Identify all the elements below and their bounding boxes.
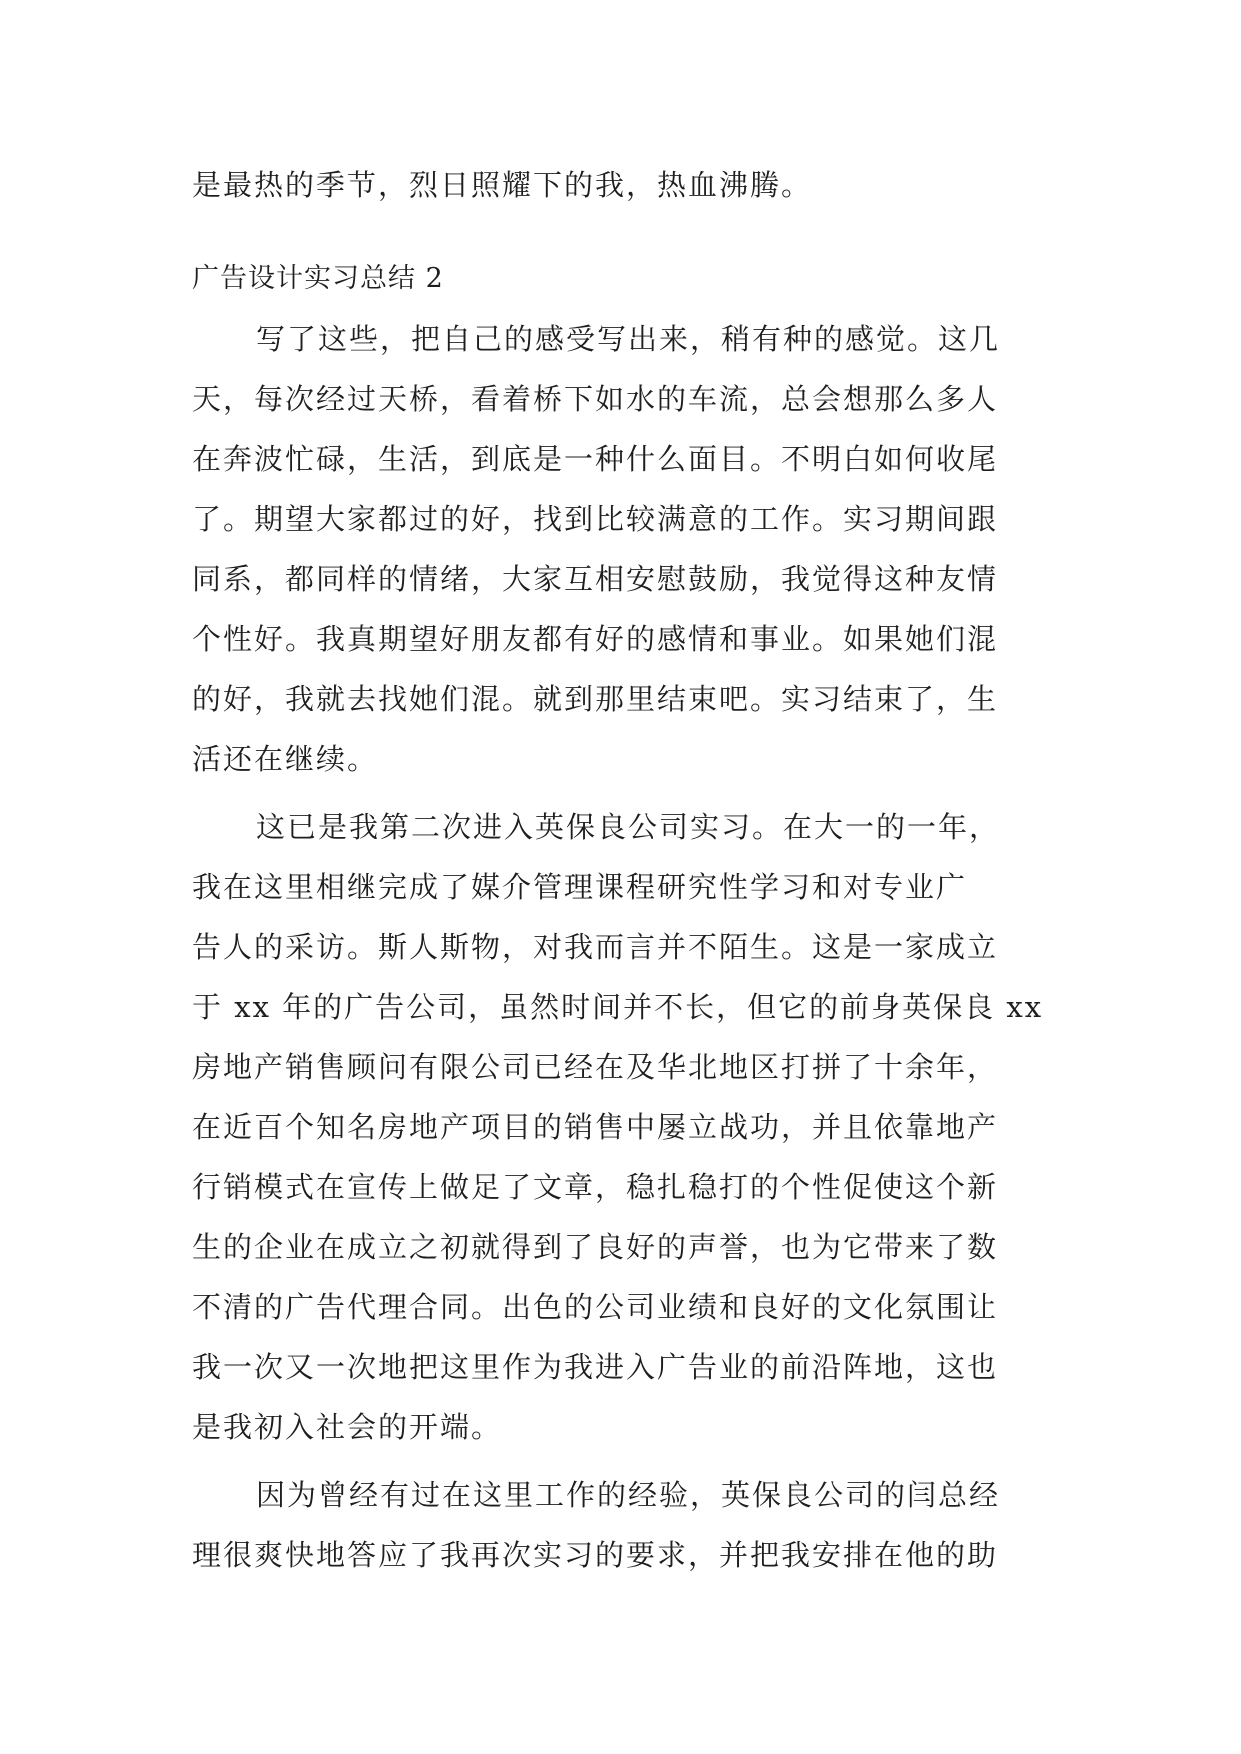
paragraph-line: 天，每次经过天桥，看着桥下如水的车流，总会想那么多人 [192,382,999,416]
paragraph-line: 的好，我就去找她们混。就到那里结束吧。实习结束了，生 [192,682,999,716]
paragraph-line: 我一次又一次地把这里作为我进入广告业的前沿阵地，这也 [192,1350,999,1384]
paragraph-line: 行销模式在宣传上做足了文章，稳扎稳打的个性促使这个新 [192,1170,999,1204]
paragraph-line: 不清的广告代理合同。出色的公司业绩和良好的文化氛围让 [192,1290,999,1324]
paragraph-line: 了。期望大家都过的好，找到比较满意的工作。实习期间跟 [192,502,999,536]
paragraph-line: 个性好。我真期望好朋友都有好的感情和事业。如果她们混 [192,622,999,656]
paragraph [192,1465,1064,1585]
paragraph-line: 写了这些，把自己的感受写出来，稍有种的感觉。这几 [256,322,1001,356]
paragraph-line: 生的企业在成立之初就得到了良好的声誉，也为它带来了数 [192,1230,999,1264]
paragraph-line: 在奔波忙碌，生活，到底是一种什么面目。不明白如何收尾 [192,442,999,476]
paragraph-line: 这已是我第二次进入英保良公司实习。在大一的一年， [256,810,1001,844]
paragraph-line: 房地产销售顾问有限公司已经在及华北地区打拼了十余年， [192,1050,999,1084]
paragraph [192,797,1064,1457]
section-heading: 广告设计实习总结 2 [192,263,444,294]
paragraph-line: 理很爽快地答应了我再次实习的要求，并把我安排在他的助 [192,1538,999,1572]
body-text [192,155,1064,1585]
paragraph-line: 因为曾经有过在这里工作的经验，英保良公司的闫总经 [256,1478,1001,1512]
paragraph-line: 同系，都同样的情绪，大家互相安慰鼓励，我觉得这种友情 [192,562,999,596]
paragraph-line: 于 xx 年的广告公司，虽然时间并不长，但它的前身英保良 xx [192,990,1044,1024]
paragraph-line: 在近百个知名房地产项目的销售中屡立战功，并且依靠地产 [192,1110,999,1144]
opening-line: 是最热的季节，烈日照耀下的我，热血沸腾。 [192,168,813,202]
paragraph-line: 活还在继续。 [192,742,379,776]
paragraph [192,309,1064,789]
paragraph-line: 我在这里相继完成了媒介管理课程研究性学习和对专业广 [192,870,968,904]
paragraph-line: 告人的采访。斯人斯物，对我而言并不陌生。这是一家成立 [192,930,999,964]
paragraph-line: 是我初入社会的开端。 [192,1410,503,1444]
